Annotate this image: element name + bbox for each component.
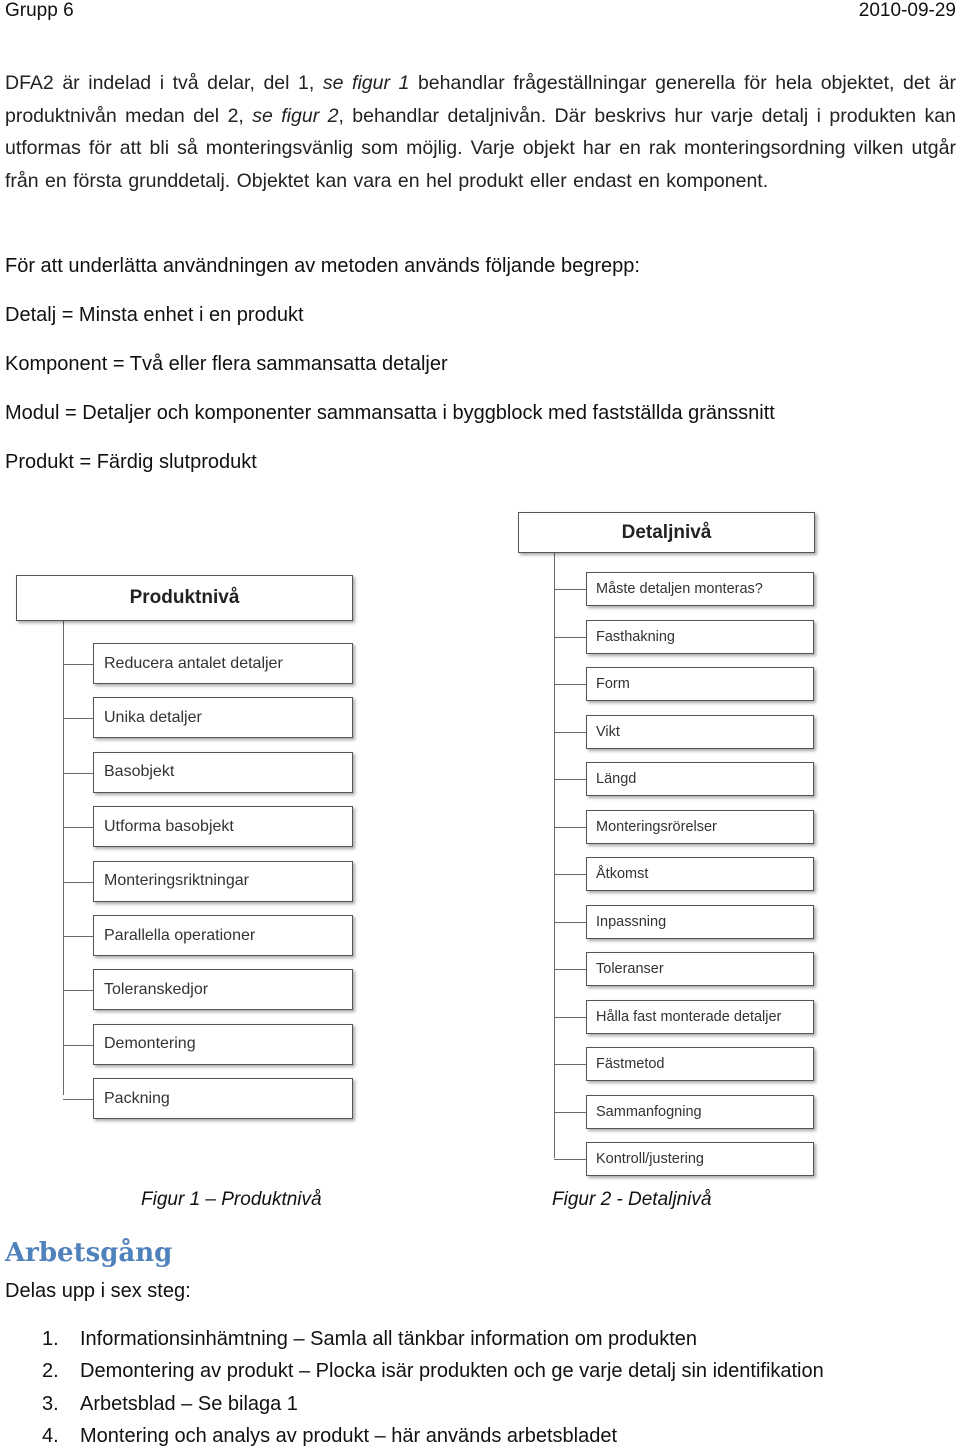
intro-paragraph [5,67,956,197]
figure2-connector [554,589,586,590]
figure1-item-label: Toleranskedjor [104,980,209,998]
figure2-connector [554,922,586,923]
figure2-item-label: Hålla fast monterade detaljer [596,1008,782,1025]
figure-2-caption: Figur 2 - Detaljnivå [552,1189,712,1210]
figure-1-reference: se figur 1 [322,72,410,94]
figure2-item-label: Monteringsrörelser [596,818,717,835]
figure1-connector [63,664,93,665]
step-number: 4. [42,1425,59,1447]
figure2-item-label: Inpassning [596,913,667,930]
figure1-connector [63,718,93,719]
figure1-connector [63,773,93,774]
figure2-item-box [586,762,814,796]
figure-2-title-box [518,512,815,553]
figure2-item-label: Sammanfogning [596,1103,702,1120]
figure1-connector [63,1045,93,1046]
step-text: Montering och analys av produkt – här används arbetsbladet [80,1425,618,1447]
figure2-item-box [586,810,814,844]
definition-komponent: Komponent = Två eller flera sammansatta detaljer [5,353,448,375]
figure1-item-label: Demontering [104,1035,196,1053]
step-4 [42,1424,617,1448]
figure-1-connector-trunk [63,620,64,1095]
figure1-connector [63,882,93,883]
figure2-item-label: Längd [596,771,637,787]
figure1-item-label: Utforma basobjekt [104,817,234,835]
figure2-item-label: Kontroll/justering [596,1151,704,1167]
step-number: 2. [42,1360,59,1382]
intro-text-2: behandlar frågeställningar generella för hela objektet, det är produktnivån medan del 2, [5,72,956,127]
figure-1-caption: Figur 1 – Produktnivå [141,1189,322,1210]
figure2-item-box [586,715,814,749]
figure1-item-box [93,643,353,684]
intro-text-3: , behandlar detaljnivån. Där beskrivs hur varje detalj i produkten kan utformas för att bli så monteringsvänlig som möjlig. Varje objekt har en rak monteringsordning vilken utgår från en första grunddetalj. Objektet kan vara en hel produkt eller endast en komponent. [5,104,956,192]
figure1-item-box [93,915,353,956]
intro-text-1: DFA2 är indelad i två delar, del 1, [5,72,323,94]
step-number: 1. [42,1328,59,1350]
figure2-connector [554,684,586,685]
step-1 [42,1327,697,1351]
figure2-connector [554,1064,586,1065]
figure2-item-box [586,667,814,701]
figure2-item-box [586,1095,814,1129]
figure1-item-label: Reducera antalet detaljer [104,654,283,672]
figure1-item-label: Packning [104,1089,170,1107]
step-text: Demontering av produkt – Plocka isär produkten och ge varje detalj sin identifikation [80,1360,824,1382]
figure2-connector [554,779,586,780]
figure-2-title: Detaljnivå [621,521,712,543]
definition-detalj: Detalj = Minsta enhet i en produkt [5,304,304,326]
figure2-item-label: Måste detaljen monteras? [596,581,763,597]
figure1-item-label: Monteringsriktningar [104,872,249,890]
definition-modul: Modul = Detaljer och komponenter sammansatta i byggblock med fastställda gränssnitt [5,402,775,424]
figure2-item-label: Fasthakning [596,628,675,645]
figure1-connector [63,936,93,937]
figure1-item-box [93,752,353,793]
figure1-item-label: Parallella operationer [104,926,256,944]
figure1-connector [63,990,93,991]
figure2-item-label: Vikt [596,723,620,740]
header-group: Grupp 6 [5,0,74,21]
figure2-item-label: Fästmetod [596,1056,665,1072]
definition-produkt: Produkt = Färdig slutprodukt [5,451,257,473]
figure2-item-box [586,952,814,986]
figure1-item-label: Unika detaljer [104,708,202,726]
figure1-item-box [93,806,353,847]
figure2-item-label: Form [596,676,630,692]
steps-intro: Delas upp i sex steg: [5,1280,191,1302]
figure2-connector [554,1112,586,1113]
figure2-item-box [586,572,814,606]
figure1-item-box [93,1024,353,1065]
figure1-connector [63,1099,93,1100]
figure2-connector [554,827,586,828]
figure1-connector [63,827,93,828]
section-heading-arbetsgang: Arbetsgång [5,1238,173,1268]
header-date: 2010-09-29 [858,0,956,21]
figure2-connector [554,637,586,638]
figure-1-title-box [16,575,353,621]
figure2-item-label: Toleranser [596,961,664,977]
figure1-item-label: Basobjekt [104,763,175,781]
figure1-item-box [93,697,353,738]
figure1-item-box [93,1078,353,1119]
definitions-intro: För att underlätta användningen av metoden används följande begrepp: [5,255,640,277]
figure2-connector [554,874,586,875]
figure2-connector [554,969,586,970]
figure-2-reference: se figur 2 [252,104,339,127]
figure-1-title: Produktnivå [129,587,240,608]
step-3 [42,1392,298,1416]
step-number: 3. [42,1393,59,1415]
step-text: Arbetsblad – Se bilaga 1 [80,1393,298,1415]
step-text: Informationsinhämtning – Samla all tänkbar information om produkten [80,1328,697,1350]
figure2-connector [554,1017,586,1018]
figure2-item-box [586,905,814,939]
figure-2-connector-trunk [554,552,555,1158]
figure2-item-label: Åtkomst [596,866,649,882]
figure2-item-box [586,1000,814,1034]
figure2-item-box [586,1047,814,1081]
figure2-connector [554,732,586,733]
figure2-item-box [586,620,814,654]
step-2 [42,1359,824,1383]
figure2-connector [554,1159,586,1160]
figure2-item-box [586,1142,814,1176]
figure2-item-box [586,857,814,891]
figure1-item-box [93,969,353,1010]
figure1-item-box [93,861,353,902]
